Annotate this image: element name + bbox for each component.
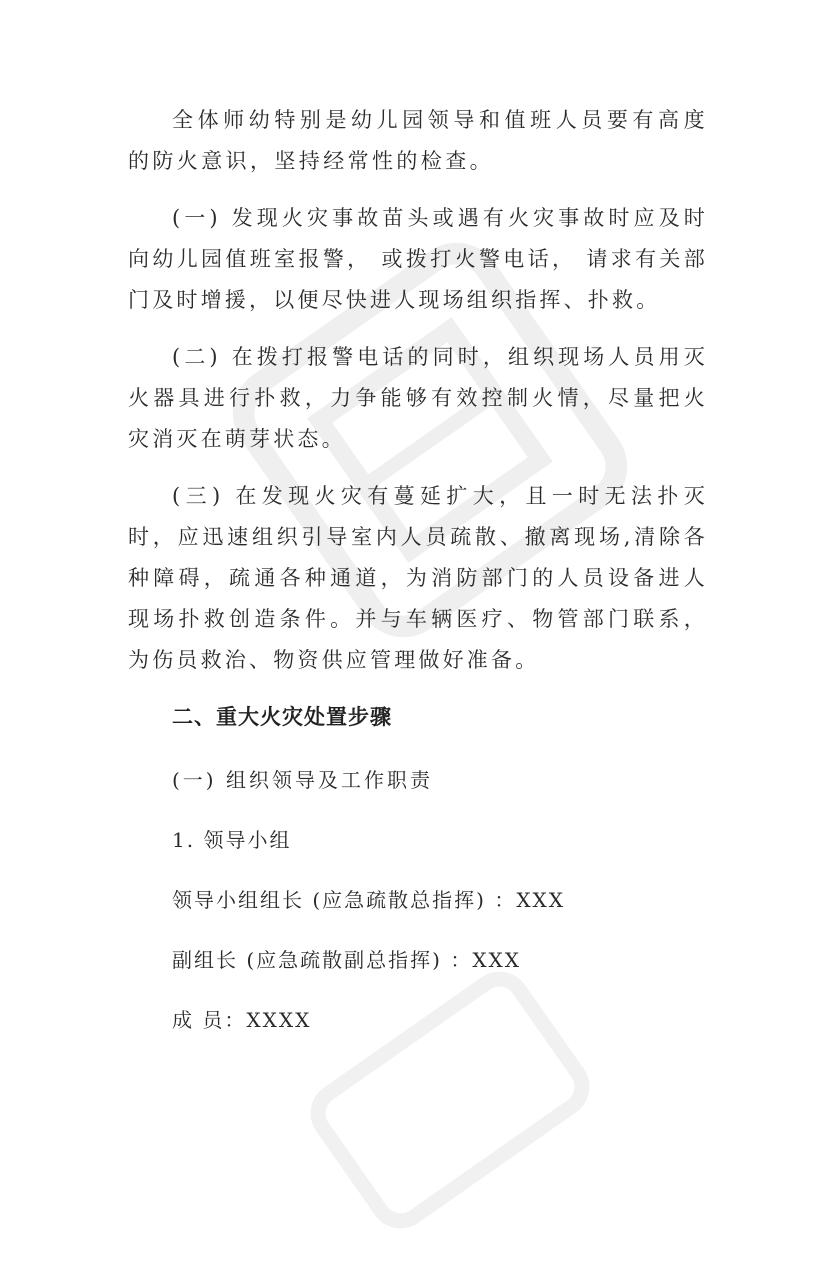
members-line: 成 员：XXXX — [172, 1008, 312, 1032]
section-heading: 二、重大火灾处置步骤 — [172, 705, 392, 729]
document-body — [128, 100, 708, 1060]
paragraph-step-one: (一) 发现火灾事故苗头或遇有火灾事故时应及时向幼儿园值班室报警， 或拨打火警电话， 请求有关部门及时增援，以便尽快进人现场组织指挥、扑救。 — [128, 206, 708, 312]
paragraph-fire-awareness: 全体师幼特别是幼儿园领导和值班人员要有高度的防火意识，坚持经常性的检查。 — [128, 108, 708, 173]
item-title: 1. 领导小组 — [172, 828, 292, 852]
deputy-line: 副组长 (应急疏散副总指挥) ：XXX — [172, 948, 522, 972]
leader-line: 领导小组组长 (应急疏散总指挥) ：XXX — [172, 888, 566, 912]
subsection-title: (一) 组织领导及工作职责 — [172, 768, 433, 792]
paragraph-step-three: (三) 在发现火灾有蔓延扩大，且一时无法扑灭时，应迅速组织引导室内人员疏散、撤离现场,清除各种障碍，疏通各种通道，为消防部门的人员设备进人现场扑救创造条件。并与车辆医疗、物管部门联系，为伤员救治、物资供应管理做好准备。 — [128, 484, 708, 672]
paragraph-step-two: (二) 在拨打报警电话的同时，组织现场人员用灭火器具进行扑救，力争能够有效控制火情，尽量把火灾消灭在萌芽状态。 — [128, 345, 708, 451]
